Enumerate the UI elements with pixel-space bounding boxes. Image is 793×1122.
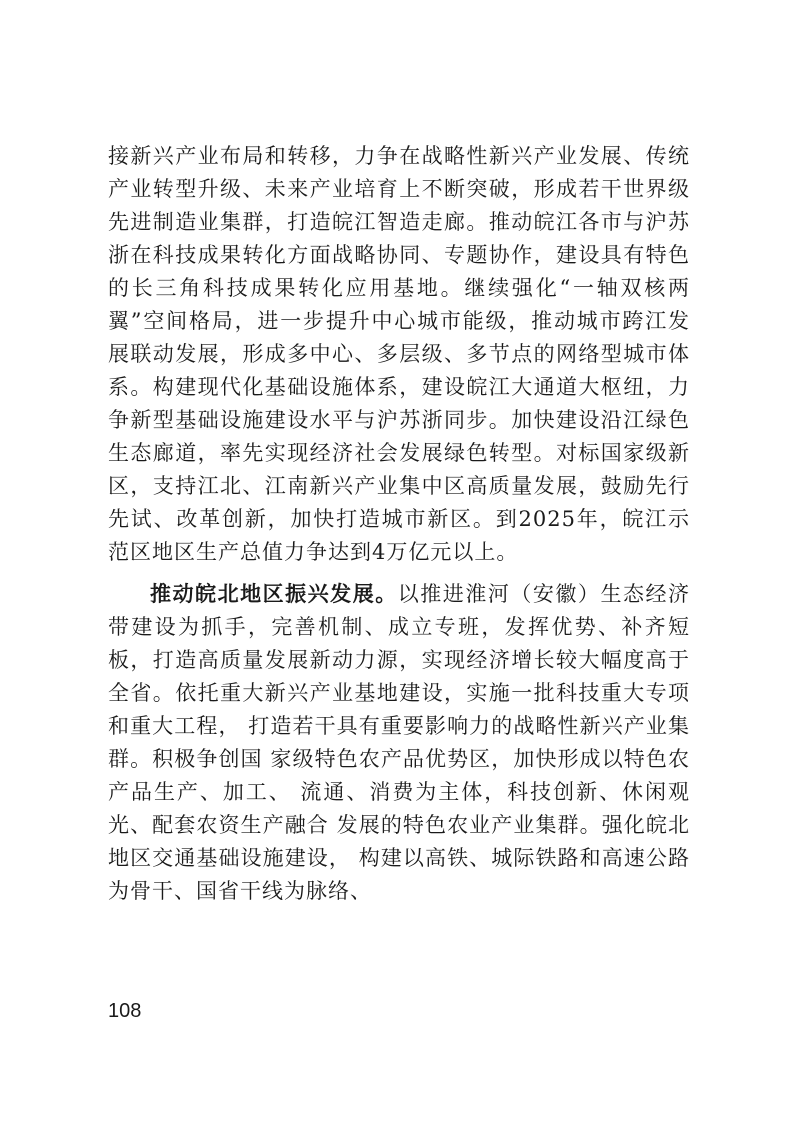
- paragraph-2-lead: 推动皖北地区振兴发展。: [150, 581, 398, 606]
- page-number: 108: [108, 1000, 142, 1022]
- paragraph-2: [108, 577, 690, 908]
- paragraph-2-text: 以推进淮河（安徽）生态经济带建设为抓手，完善机制、成立专班，发挥优势、补齐短板，打造高质量发展新动力源，实现经济增长较大幅度高于全省。依托重大新兴产业基地建设，实施一批科技重大专项和重大工程， 打造若干具有重要影响力的战略性新兴产业集群。积极争创国 家级特色农产品优势区，加快形成以特色农产品生产、加工、 流通、消费为主体，科技创新、休闲观光、配套农资生产融合 发展的特色农业产业集群。强化皖北地区交通基础设施建设， 构建以高铁、城际铁路和高速公路为骨干、国省干线为脉络、: [108, 582, 691, 903]
- paragraph-1: 接新兴产业布局和转移，力争在战略性新兴产业发展、传统产业转型升级、未来产业培育上不断突破，形成若干世界级先进制造业集群，打造皖江智造走廊。推动皖江各市与沪苏浙在科技成果转化方面战略协同、专题协作，建设具有特色的长三角科技成果转化应用基地。继续强化“一轴双核两翼”空间格局，进一步提升中心城市能级，推动城市跨江发展联动发展，形成多中心、多层级、多节点的网络型城市体系。构建现代化基础设施体系，建设皖江大通道大枢纽，力争新型基础设施建设水平与沪苏浙同步。加快建设沿江绿色生态廊道，率先实现经济社会发展绿色转型。对标国家级新区，支持江北、江南新兴产业集中区高质量发展，鼓励先行先试、改革创新，加快打造城市新区。到2025年，皖江示范区地区生产总值力争达到4万亿元以上。: [108, 144, 690, 564]
- body-text: [108, 140, 690, 908]
